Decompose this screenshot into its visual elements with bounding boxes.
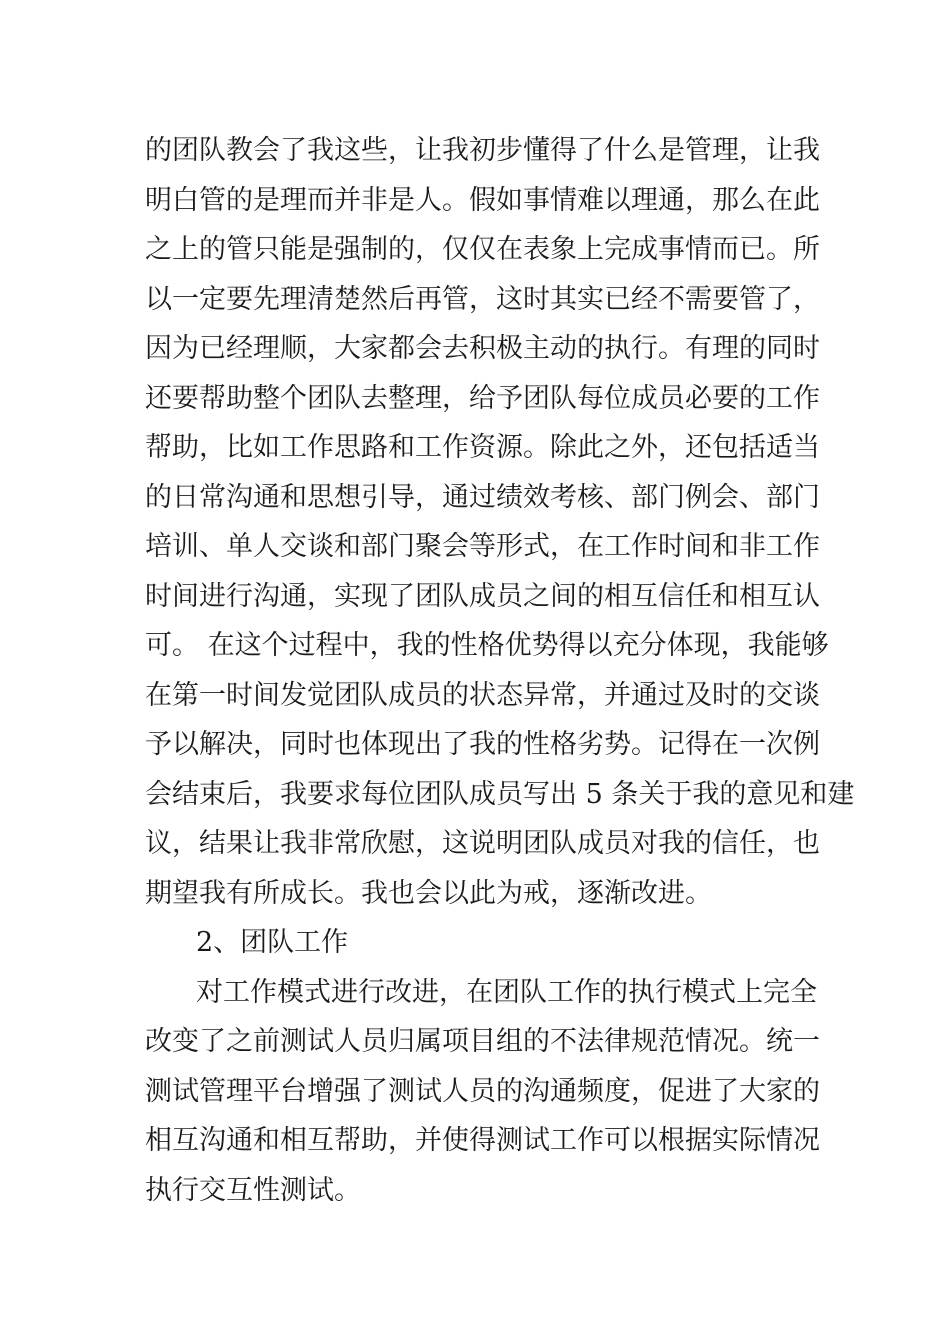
paragraph-management: [145, 126, 855, 918]
text-line: 帮助，比如工作思路和工作资源。除此之外，还包括适当: [145, 432, 820, 463]
text-line: 执行交互性测试。: [145, 1174, 361, 1206]
text-line: 还要帮助整个团队去整理，给予团队每位成员必要的工作: [145, 382, 820, 414]
text-line: 的团队教会了我这些，让我初步懂得了什么是管理，让我: [145, 135, 820, 166]
text-line: 可。 在这个过程中，我的性格优势得以充分体现，我能够: [145, 630, 829, 661]
text-line: 相互沟通和相互帮助，并使得测试工作可以根据实际情况: [145, 1125, 820, 1156]
text-line: 予以解决，同时也体现出了我的性格劣势。记得在一次例: [145, 729, 820, 760]
text-line: 改变了之前测试人员归属项目组的不法律规范情况。统一: [145, 1026, 820, 1057]
text-line: 的日常沟通和思想引导，通过绩效考核、部门例会、部门: [145, 481, 820, 513]
text-line: 明白管的是理而并非是人。假如事情难以理通，那么在此: [145, 184, 820, 216]
text-line: 期望我有所成长。我也会以此为戒，逐渐改进。: [145, 877, 712, 909]
text-line: 时间进行沟通，实现了团队成员之间的相互信任和相互认: [145, 580, 820, 612]
text-line: 之上的管只能是强制的，仅仅在表象上完成事情而已。所: [145, 234, 820, 265]
text-line: 以一定要先理清楚然后再管，这时其实已经不需要管了，: [145, 283, 820, 315]
text-line: 议，结果让我非常欣慰，这说明团队成员对我的信任，也: [145, 828, 820, 859]
text-line: 在第一时间发觉团队成员的状态异常，并通过及时的交谈: [145, 679, 820, 711]
text-line: 因为已经理顺，大家都会去积极主动的执行。有理的同时: [145, 333, 820, 364]
text-line: 对工作模式进行改进，在团队工作的执行模式上完全: [196, 976, 817, 1008]
text-line: 测试管理平台增强了测试人员的沟通频度，促进了大家的: [145, 1075, 820, 1107]
document-body: [145, 126, 855, 1215]
text-line: 培训、单人交谈和部门聚会等形式，在工作时间和非工作: [145, 531, 820, 562]
text-line: 会结束后，我要求每位团队成员写出 5 条关于我的意见和建: [145, 778, 855, 810]
paragraph-team-work: [145, 968, 820, 1216]
section-heading: 2、团队工作: [196, 927, 349, 958]
